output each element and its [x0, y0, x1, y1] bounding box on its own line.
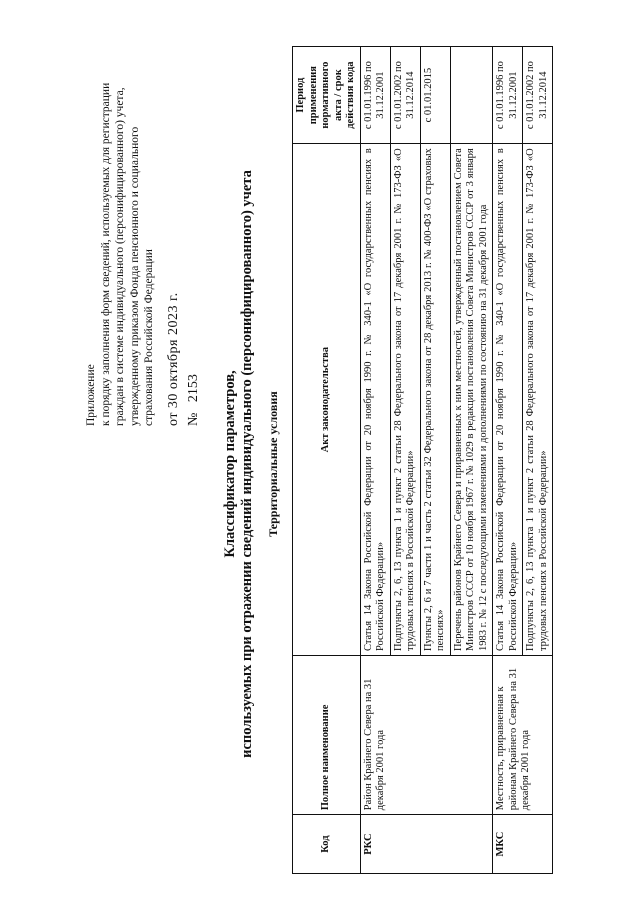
act-cell: Подпункты 2, 6, 13 пункта 1 и пункт 2 статьи 28 Федерального закона от 17 декабря 2001 г. № 173-ФЗ «О трудовых пенсиях в Российской Федерации» [523, 144, 553, 656]
number-prefix: № [186, 412, 201, 426]
header-code: Код [293, 815, 361, 874]
title-line-2: используемых при отражении сведений индивидуального (персонифицированного) учета [239, 170, 255, 758]
period-cell: с 01.01.1996 по 31.12.2001 [493, 47, 523, 144]
appendix-line: к порядку заполнения форм сведений, используемых для регистрации [99, 82, 112, 426]
table-header-row [293, 47, 361, 874]
appendix-line: граждан в системе индивидуального (персонифицированного) учета, [114, 87, 126, 426]
appendix-line: страхования Российской Федерации [143, 249, 155, 426]
date-value: 30 октября 2023 г. [165, 292, 181, 409]
header-act: Акт законодательства [293, 144, 361, 656]
name-cell: Местность, приравненная к районам Крайнего Севера на 31 декабря 2001 года [493, 656, 553, 815]
number-value: 2153 [186, 374, 201, 403]
period-cell [450, 47, 493, 144]
act-cell: Перечень районов Крайнего Севера и приравненных к ним местностей, утвержденный постановлением Совета Министров СССР от 10 ноября 1967 г. № 1029 в редакции постановления Совета Министров СССР от 3 января 1983 г. № 12 с последующими изменениями и дополнениями по состоянию на 31 декабря 2001 года [450, 144, 493, 656]
header-period: Период применения нормативного акта / срок действия кода [293, 47, 361, 144]
appendix-block [84, 46, 202, 426]
name-cell: Район Крайнего Севера на 31 декабря 2001 года [360, 656, 493, 815]
act-cell: Статья 14 Закона Российской Федерации от 20 ноября 1990 г. № 340-1 «О государственных пенсиях в Российской Федерации» [493, 144, 523, 656]
classifier-table [292, 46, 553, 874]
table-row [360, 47, 390, 874]
appendix-line: утвержденному приказом Фонда пенсионного и социального [128, 126, 141, 426]
period-cell: с 01.01.2002 по 31.12.2014 [390, 47, 420, 144]
header-name: Полное наименование [293, 656, 361, 815]
document-title [222, 134, 256, 794]
appendix-line: Приложение [85, 364, 97, 426]
table-row [493, 47, 523, 874]
date-prefix: от [165, 412, 181, 426]
period-cell: с 01.01.2002 по 31.12.2014 [523, 47, 553, 144]
period-cell: с 01.01.2015 [420, 47, 450, 144]
code-cell: РКС [360, 815, 493, 874]
act-cell: Пункты 2, 6 и 7 части 1 и часть 2 статьи 32 Федерального закона от 28 декабря 2013 г. № 400-ФЗ «О страховых пенсиях» [420, 144, 450, 656]
section-subtitle: Территориальные условия [266, 391, 280, 537]
order-number [187, 46, 202, 426]
code-cell: МКС [493, 815, 553, 874]
act-cell: Статья 14 Закона Российской Федерации от 20 ноября 1990 г. № 340-1 «О государственных пенсиях в Российской Федерации» [360, 144, 390, 656]
act-cell: Подпункты 2, 6, 13 пункта 1 и пункт 2 статьи 28 Федерального закона от 17 декабря 2001 г. № 173-ФЗ «О трудовых пенсиях в Российской Федерации» [390, 144, 420, 656]
period-cell: с 01.01.1996 по 31.12.2001 [360, 47, 390, 144]
title-line-1: Классификатор параметров, [222, 370, 238, 558]
order-date [167, 46, 182, 426]
